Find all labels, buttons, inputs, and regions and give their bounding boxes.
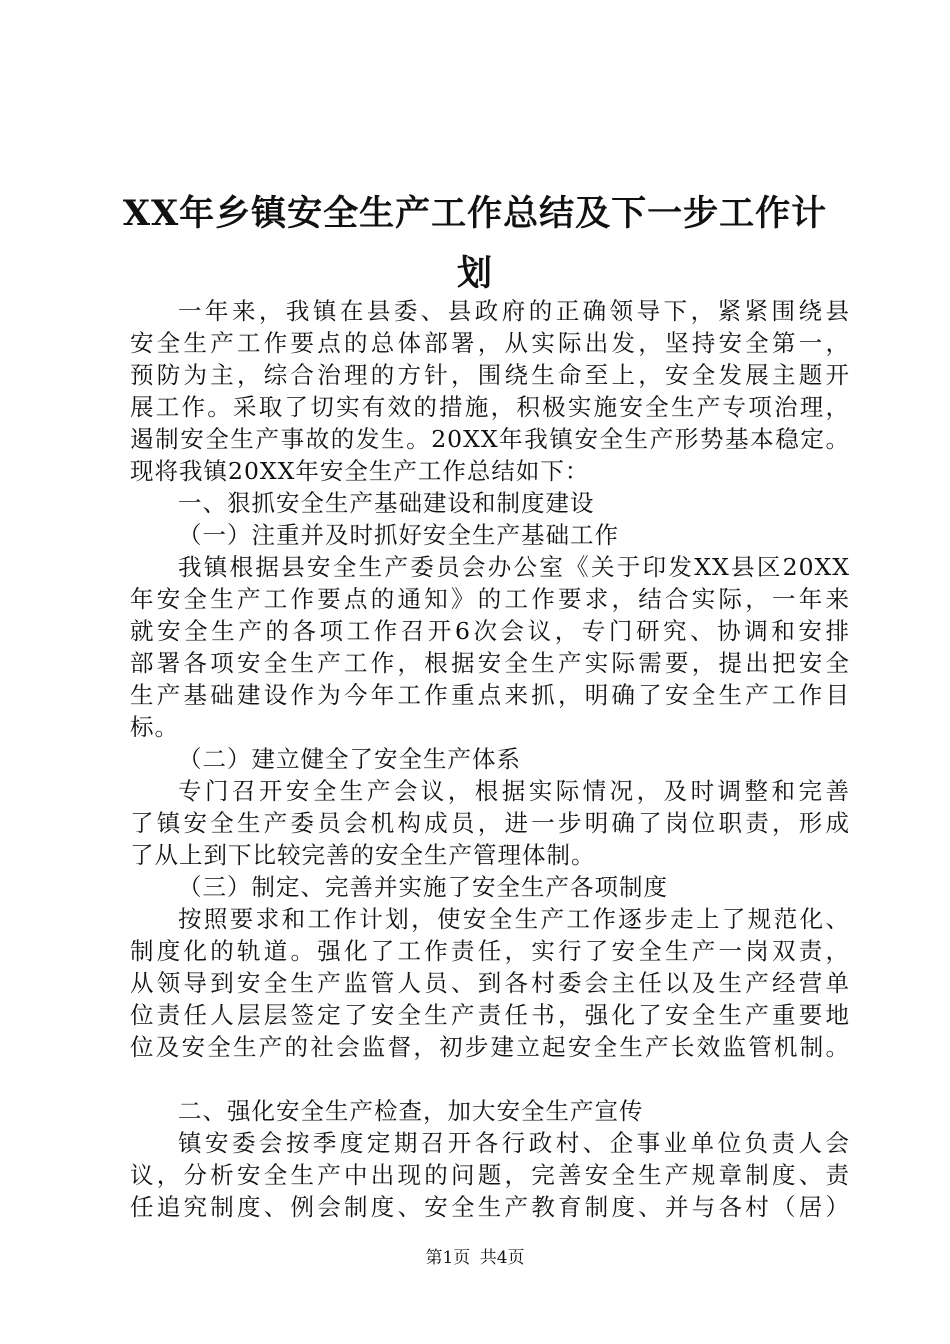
page-total: 共4页 xyxy=(479,1248,525,1268)
paragraph-line: 遏制安全生产事故的发生。20XX年我镇安全生产形势基本稳定。 xyxy=(130,425,850,453)
paragraph-line: 安全生产工作要点的总体部署，从实际出发，坚持安全第一， xyxy=(130,329,850,357)
section-heading: 二、强化安全生产检查，加大安全生产宣传 xyxy=(178,1097,644,1125)
document-title-line-1: XX年乡镇安全生产工作总结及下一步工作计 xyxy=(122,193,828,234)
page-number: 第1页 xyxy=(425,1248,471,1268)
paragraph-line: 专门召开安全生产会议，根据实际情况，及时调整和完善 xyxy=(178,777,850,805)
document-title-line-2: 划 xyxy=(456,253,493,294)
blank-line xyxy=(130,1063,850,1095)
paragraph-line: 年安全生产工作要点的通知》的工作要求，结合实际，一年来 xyxy=(130,585,850,613)
subsection-heading: （一）注重并及时抓好安全生产基础工作 xyxy=(178,521,619,549)
paragraph-line: 制度化的轨道。强化了工作责任，实行了安全生产一岗双责， xyxy=(130,937,850,965)
document-body xyxy=(130,295,850,1223)
paragraph-line: 部署各项安全生产工作，根据安全生产实际需要，提出把安全 xyxy=(130,649,850,677)
paragraph-line: 标。 xyxy=(130,713,179,741)
paragraph-line: 按照要求和工作计划，使安全生产工作逐步走上了规范化、 xyxy=(178,905,850,933)
page-footer xyxy=(0,1243,950,1268)
paragraph-line: 任追究制度、例会制度、安全生产教育制度、并与各村（居） xyxy=(130,1193,850,1221)
paragraph-line: 议，分析安全生产中出现的问题，完善安全生产规章制度、责 xyxy=(130,1161,850,1189)
paragraph-line: 了镇安全生产委员会机构成员，进一步明确了岗位职责，形成 xyxy=(130,809,850,837)
paragraph-line: 我镇根据县安全生产委员会办公室《关于印发XX县区20XX xyxy=(178,553,850,581)
paragraph-line: 展工作。采取了切实有效的措施，积极实施安全生产专项治理， xyxy=(130,393,850,421)
paragraph-line: 生产基础建设作为今年工作重点来抓，明确了安全生产工作目 xyxy=(130,681,850,709)
paragraph-line: 就安全生产的各项工作召开6次会议，专门研究、协调和安排 xyxy=(130,617,850,645)
paragraph-line: 现将我镇20XX年安全生产工作总结如下： xyxy=(130,457,590,485)
paragraph-line: 位责任人层层签定了安全生产责任书，强化了安全生产重要地 xyxy=(130,1001,850,1029)
subsection-heading: （三）制定、完善并实施了安全生产各项制度 xyxy=(178,873,668,901)
subsection-heading: （二）建立健全了安全生产体系 xyxy=(178,745,521,773)
paragraph-line: 位及安全生产的社会监督，初步建立起安全生产长效监管机制。 xyxy=(130,1033,850,1061)
paragraph-line: 镇安委会按季度定期召开各行政村、企事业单位负责人会 xyxy=(178,1129,850,1157)
paragraph-line: 预防为主，综合治理的方针，围绕生命至上，安全发展主题开 xyxy=(130,361,850,389)
paragraph-line: 一年来，我镇在县委、县政府的正确领导下，紧紧围绕县 xyxy=(178,297,850,325)
section-heading: 一、狠抓安全生产基础建设和制度建设 xyxy=(178,489,595,517)
paragraph-line: 了从上到下比较完善的安全生产管理体制。 xyxy=(130,841,596,869)
paragraph-line: 从领导到安全生产监管人员、到各村委会主任以及生产经营单 xyxy=(130,969,850,997)
